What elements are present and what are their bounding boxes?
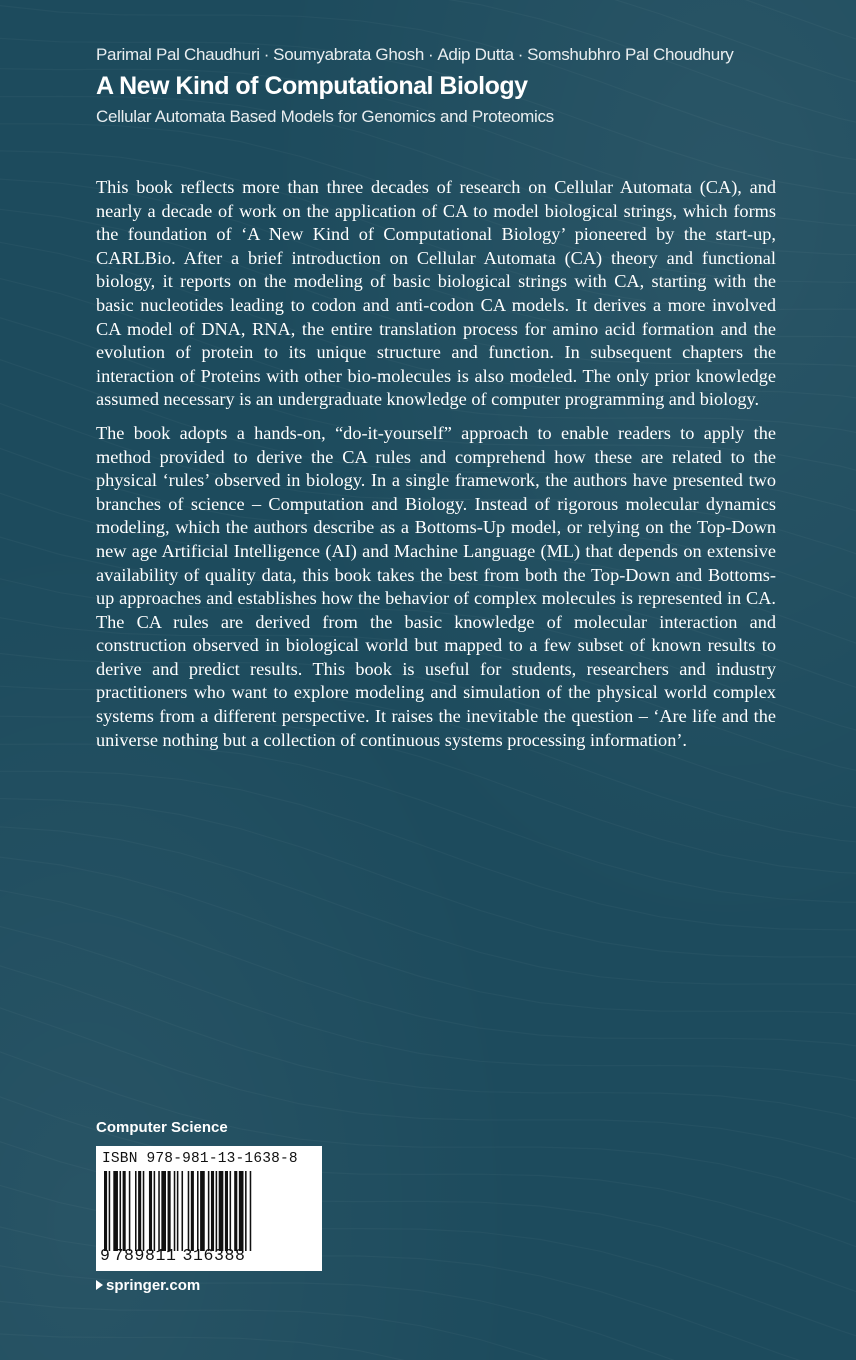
arrow-right-icon [96, 1280, 103, 1290]
barcode-bar [177, 1171, 179, 1251]
author-name: Parimal Pal Chaudhuri [96, 45, 260, 64]
barcode-bar [200, 1171, 205, 1251]
barcode-bar [154, 1171, 156, 1251]
ean-digits [100, 1246, 246, 1265]
barcode-bar [216, 1171, 218, 1251]
description-paragraph: This book reflects more than three decades of research on Cellular Automata (CA), and nearly a decade of work on the application of CA to model biological strings, which forms the foundation of ‘A New Kind of Computational Biology’ pioneered by the start-up, CARLBio. After a brief introduction on Cellular Automata (CA) theory and functional biology, it reports on the modeling of basic biological strings with CA, starting with the basic nucleotides leading to codon and anti-codon CA models. It derives a more involved CA model of DNA, RNA, the entire translation process for amino acid formation and the evolution of protein to its unique structure and function. In subsequent chapters the interaction of Proteins with other bio-molecules is also modeled. The only prior knowledge assumed necessary is an undergraduate knowledge of computer programming and biology. [96, 177, 776, 410]
ean-lead-digit: 9 [100, 1246, 111, 1265]
barcode-bar [174, 1171, 176, 1251]
barcode-bar [182, 1171, 184, 1251]
author-separator: · [517, 45, 524, 64]
wave-line [0, 857, 856, 1018]
barcode-bar [123, 1171, 126, 1251]
wave-line [0, 890, 856, 1052]
barcode-bar [191, 1171, 194, 1251]
barcode-bar [138, 1171, 141, 1251]
barcode-bar [225, 1171, 228, 1251]
wave-line [0, 827, 856, 986]
subject-category: Computer Science [96, 1119, 228, 1136]
wave-line [0, 771, 856, 930]
barcode-bar [113, 1171, 118, 1251]
barcode-bar [143, 1171, 145, 1251]
barcode-bar [208, 1171, 210, 1251]
author-list [96, 45, 796, 65]
barcode-bar [245, 1171, 247, 1251]
isbn-label: ISBN 978-981-13-1638-8 [102, 1151, 298, 1167]
ean-right-group: 316388 [182, 1246, 246, 1265]
barcode-bar [250, 1171, 252, 1251]
author-name: Soumyabrata Ghosh [273, 45, 424, 64]
author-separator: · [428, 45, 434, 64]
barcode-bar [239, 1171, 244, 1251]
barcode-bar [211, 1171, 214, 1251]
barcode-bar [109, 1171, 111, 1251]
barcode-bar [158, 1171, 160, 1251]
wave-line [0, 966, 856, 1130]
publisher-website[interactable] [96, 1277, 200, 1294]
barcode-bars [102, 1171, 316, 1251]
author-name: Adip Dutta [437, 45, 514, 64]
author-name: Somshubhro Pal Choudhury [527, 45, 734, 64]
barcode-bar [219, 1171, 224, 1251]
wave-line [0, 1348, 856, 1360]
barcode-bar [161, 1171, 166, 1251]
barcode-bar [197, 1171, 199, 1251]
wave-line [0, 0, 856, 10]
barcode-bar [230, 1171, 232, 1251]
barcode-bar [104, 1171, 107, 1251]
barcode-bar [120, 1171, 122, 1251]
ean-left-group: 789811 [113, 1246, 177, 1265]
website-label: springer.com [106, 1277, 201, 1294]
author-separator: · [263, 45, 270, 64]
barcode-bar [149, 1171, 152, 1251]
book-title: A New Kind of Computational Biology [96, 72, 528, 100]
wave-line [0, 799, 856, 958]
isbn-barcode [96, 1146, 322, 1271]
barcode-bar [129, 1171, 131, 1251]
barcode-bar [168, 1171, 171, 1251]
barcode-bar [234, 1171, 237, 1251]
description-paragraph: The book adopts a hands-on, “do-it-yourself” approach to enable readers to apply the method provided to derive the CA rules and comprehend how these are related to the physical ‘rules’ observed in biology. In a single framework, the authors have presented two branches of science – Computation and Biology. Instead of rigorous molecular dynamics modeling, which the authors describe as a Bottoms-Up model, or relying on the Top-Down new age Artificial Intelligence (AI) and Machine Language (ML) that depends on extensive availability of quality data, this book takes the best from both the Top-Down and Bottoms-up approaches and establishes how the behavior of complex molecules is represented in CA. The CA rules are derived from the basic knowledge of molecular interaction and construction observed in biological world but mapped to a few subset of known results to derive and predict results. This book is useful for students, researchers and industry practitioners who want to explore modeling and simulation of the physical world complex systems from a different perspective. It raises the inevitable the question – ‘Are life and the universe nothing but a collection of continuous systems processing information’. [96, 422, 776, 750]
book-subtitle: Cellular Automata Based Models for Genomics and Proteomics [96, 107, 554, 126]
wave-line [0, 1312, 856, 1360]
barcode-bar [135, 1171, 137, 1251]
book-description [96, 176, 776, 762]
barcode-bar [188, 1171, 190, 1251]
